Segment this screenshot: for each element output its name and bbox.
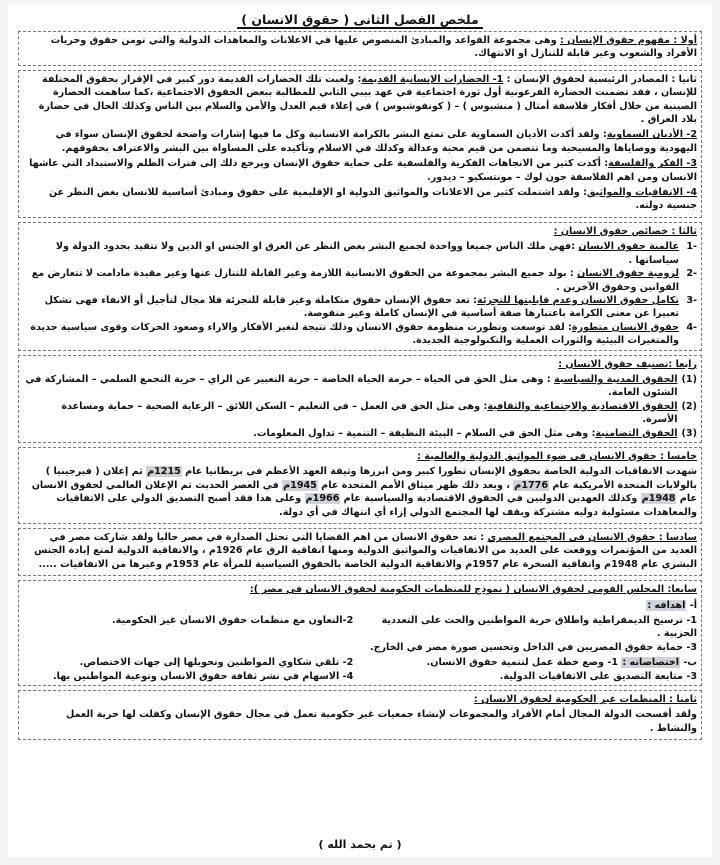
- duties-list: ب- اختصاصاته : 1- وضع خطة عمل لتنمية حقوق الانسان. 2- تلقي شكاوي المواطنين وتحويلها إلى جهات الاختصاص.: [79, 657, 697, 669]
- list-item: -4 حقوق الانسان متطورة: لقد توسعت وتطورت منظومة حقوق الانسان وذلك نتيجة لتغير الأفكار والاراء وصعود الحركات وقوى سياسية جديدة والمتغيرات البيئية والثورات العملية والتكنولوجية الجديدة.: [30, 321, 697, 347]
- ngos-heading: ثامنا : المنظمات غير الحكومية لحقوق الانسان :: [473, 694, 697, 706]
- source-1-text: : ولعبت تلك الحضارات القديمة دور كبير في الإقرار بحقوق المختلفة للإنسان ، فقد تضمنت الحضارة الفرعونية أول ثورة اجتماعية في عهد بيبي الثاني للمطالبة ببعض الحقوق الاجتماعية ،كما ساهمت الحضارة الصينية من خلال أفكار فلاسفة أمثال ( منشيوس ) – ( كونفوشيوس ) في إعلاء قيم العدل والأمن والسلام بين الناس وكذلك الحال في حضارة بلاد العراق .: [38, 73, 697, 126]
- goals-list: 1- ترسيخ الديمقراطية واطلاق حرية المواطنين والحث على التعددية الحزبية . 2-التعاون مع منظمات حقوق الانسان غير الحكومية.: [112, 615, 697, 640]
- source-4-label: 4- الاتفاقيات والمواثيق: [586, 187, 697, 199]
- characteristics-heading: ثالثا : خصائص حقوق الانسان :: [553, 225, 697, 237]
- concept-text: وهى مجموعة القواعد والمبادئ المنصوص عليها في الاعلانات والمعاهدات الدولية والتي تومن حقوق وحريات الأفراد والشعوب وغير قابلة للتنازل او الانتهاك.: [50, 35, 697, 60]
- duties-list-2: 3- متابعة التصديق على الاتفاقيات الدولية. 4- الاسهام في نشر ثقافة حقوق الانسان وتوعية المواطنين بها.: [52, 670, 697, 682]
- source-4-text: : ولقد اشتملت كثير من الاعلانات والمواثيق الدولية او الإقليمية على حقوق ومبادئ أساسية للانسان بغض النظر عن جنسية دولته.: [48, 187, 697, 212]
- section-sources: [18, 70, 702, 218]
- council-heading: سابعا: المجلس القومي لحقوق الانسان ( نموذج للمنظمات الحكومية لحقوق الانسان في مصر ):: [249, 584, 697, 596]
- year-highlight: 1215م: [147, 466, 181, 478]
- goal-3: 3- حماية حقوق المصريين في الداخل وتحسين صورة مصر في الخارج.: [369, 641, 697, 653]
- closing-note: ( تم بحمد الله ): [318, 838, 402, 851]
- year-highlight: 1948م: [641, 493, 676, 505]
- list-item: (2) الحقوق الاقتصادية والاجتماعية والثقافية: وهى مثل الحق في العمل – في التعليم – السكن اللائق – الرعاية الصحية – حماية ومساعدة الأسرة.: [61, 400, 697, 426]
- list-item: -3 تكامل حقوق الانسان وعدم قابليتها للتجزئة: تعد حقوق الإنسان حقوق متكاملة وغير قابلة للتجزئة فلا مجال لتأجيل أو الانفاء فهى تشكل تعبيرا عن معنى الكرامة باعتبارها صفة أساسية في الإنسان كاملة وغير منقوصة.: [44, 294, 697, 320]
- section-egypt: [18, 528, 702, 576]
- year-highlight: 1776م: [514, 479, 549, 491]
- source-1-label: 1- الحضارات الإنسانية القديمة: [361, 73, 504, 85]
- section-classification: [18, 355, 702, 443]
- sources-lead: ثانيا : المصادر الرئيسية لحقوق الإنسان :: [503, 73, 697, 85]
- egypt-heading: سادسا : حقوق الانسان في المجتمع المصري: [487, 532, 697, 543]
- goals-label: اهدافه :: [647, 599, 686, 611]
- section-ngos: [18, 690, 702, 740]
- concept-label: أولا : مفهوم حقوق الإنسان :: [560, 35, 697, 46]
- section-concept: [18, 31, 702, 66]
- source-3-text: : أكدت كثير من الاتجاهات الفكرية والفلسفية على حماية حقوق الإنسان ويرجع ذلك إلى فترات الظلم والاستبداد التي عاشها الانسان ومن اهم الفلاسفة جون لوك – مونتسكيو – ديدور.: [29, 158, 697, 183]
- source-2-text: : ولقد أكدت الأديان السماوية على تمتع البشر بالكرامة الانسانية وكل ما فيها إشارات واضحة لحقوق الإنسان سواء في اليهودية ووصاياها والمسيحية وما تتضمن من قيم محبة وعدالة وكذلك في الاسلام وتأكيده على المساواة بين البشر والاعتراف بحقوقهم.: [55, 129, 697, 154]
- international-text: شهدت الاتفاقيات الدولية الخاصة بحقوق الإنسان تطورا كبير ومن ابرزها وثيقة العهد الأعظم في بريطانيا عام 1215م ثم إعلان ( فيرجينيا ) بالولايات المتحدة الأمريكية عام 1776م ، وبعد ذلك ظهر ميثاق الأمم المتحدة عام 1945م في العصر الحديث ثم الإعلان العالمي لحقوق الانسان عام 1948م وكذلك العهدين الدوليين في الحقوق الاقتصادية والسياسية عام 1966م وعلى هذا فقد أصبح التصديق الدولي على الاتفاقيات والمعاهدات مسئولية دوليه مشتركة ويقف لها المجتمع الدولي إزاء أي انتهاك في أي دولة.: [31, 466, 697, 518]
- year-highlight: 1966م: [305, 493, 340, 505]
- list-item: (3) الحقوق التضامنية: وهى مثل الحق في السلام – البيئة النظيفة – التنمية – تداول المعلومات.: [253, 427, 697, 439]
- year-highlight: 1945م: [283, 479, 317, 491]
- international-heading: خامسا : حقوق الانسان في ضوء المواثيق الدولية والعالمية :: [417, 450, 697, 462]
- list-item: -2 لزومية حقوق الانسان : بولد جميع البشر بمجموعة من الحقوق الانسانية اللازمة وغير القابلة للتنازل عنها وغير مقيدة مادامت لا تتعارض مع القوانين وحقوق الآخرين .: [31, 268, 697, 293]
- goals-row: أ- اهدافه :: [647, 599, 697, 611]
- ngos-text: ولقد أفسحت الدولة المجال أمام الأفراد والمجموعات لإنشاء جمعيات غير حكومية تعمل في مجال حقوق الإنسان وكفلت لها حرية العمل والنشاط .: [65, 709, 697, 734]
- document-page: [8, 4, 712, 857]
- source-2-label: 2- الأديان السماوية: [606, 129, 697, 141]
- classification-heading: رابعا :تصنيف حقوق الانسان :: [558, 358, 697, 370]
- egypt-text: : تعد حقوق الانسان من اهم القضايا التي تحتل الصدارة في مصر حاليا ولقد شاركت مصر في العديد من المؤتمرات ووقعت على العديد من الاتفاقيات والمواثيق الدولية ومنها اتفاقية الرق عام 1926م ، والاتفاقية الدولية لمنع إبادة الجنس البشري عام 1948م واتفاقية السخرة عام 1957م والاتفاقية الدولية الخاصة بالحقوق السياسية للمرأة عام 1953م وغيرها من الاتفاقيات .....: [34, 532, 697, 570]
- duties-label: اختصاصاته :: [622, 657, 680, 669]
- page-title: ملخص الفصل الثانى ( حقوق الانسان ): [18, 12, 702, 27]
- section-characteristics: [18, 222, 702, 351]
- section-international: [18, 447, 702, 524]
- source-3-label: 3- الفكر والفلسفة: [608, 158, 697, 170]
- list-item: -1 عالمية حقوق الانسان :فهي ملك الناس جميعا وواحدة لجميع البشر بغض النظر عن العرق او الجنس او الدين ولا تتقيد بحدود الدولة ولا سياساتها .: [55, 241, 697, 266]
- section-national-council: [18, 580, 702, 686]
- list-item: (1) الحقوق المدنية والسياسية : وهى مثل الحق في الحياة – حرمة الحياة الخاصة – حرية التعبير عن الراي – حرية التجمع السلمي – المشاركة في الشئون العامة.: [25, 373, 697, 399]
